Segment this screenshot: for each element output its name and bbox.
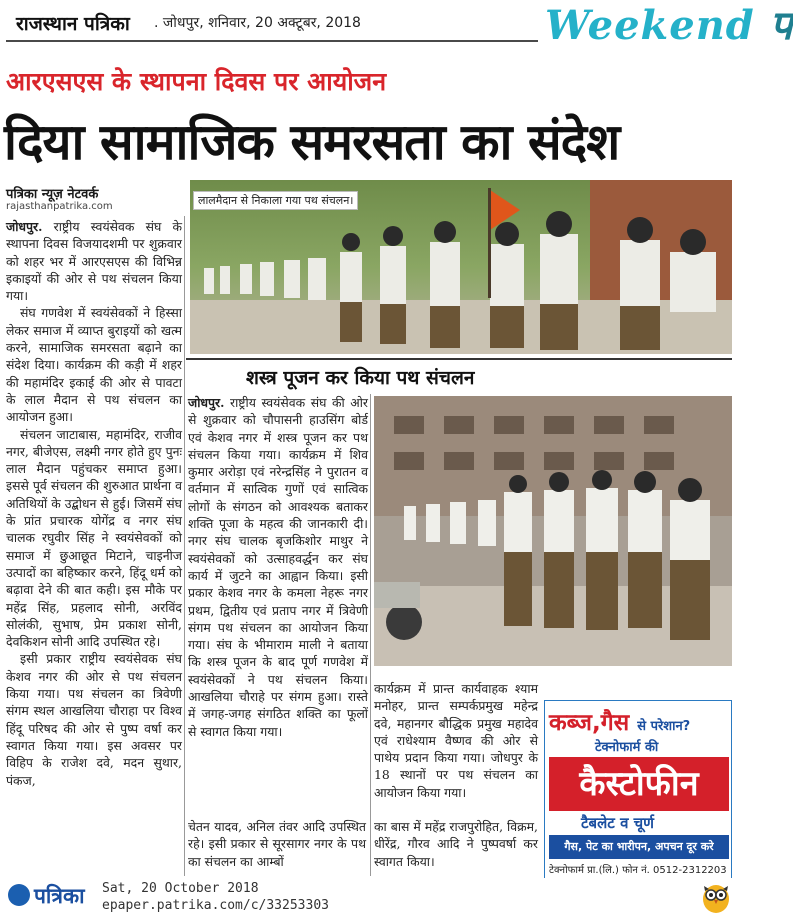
footer-date: Sat, 20 October 2018 [102,881,259,896]
ad-line3: टैबलेट व चूर्ण [581,814,655,832]
patrika-logo-icon [8,884,30,906]
masthead-date: . जोधपुर, शनिवार, 20 अक्टूबर, 2018 [154,15,361,31]
website: rajasthanpatrika.com [6,201,113,212]
column-2-continued [188,818,366,876]
col1-para-4: इसी प्रकार राष्ट्रीय स्वयंसेवक संघ केशव नगर की ओर से पथ संचलन किया गया। पथ संचलन का त्रिवेणी संगम स्थल आखलिया चौराहा पर विश्व हिंदू परिषद की ओर से पुष्प वर्षा कर स्वागत किया गया। इस अवसर पर विहिप के राजेश दवे, मदन सुथार, पंकज, [6,651,182,788]
photo1-caption: लालमैदान से निकाला गया पथ संचलन। [193,191,358,210]
footer-url[interactable]: epaper.patrika.com/c/33253303 [102,898,329,913]
ad-brand: कैस्टोफीन [549,757,729,811]
col1-para-3: संचलन जाटाबास, महामंदिर, राजीव नगर, बीजेएस, लक्ष्मी नगर होते हुए पुनः लाल मैदान पहुंचकर समाप्त हुआ। इससे पूर्व संचलन की शुरुआत प्रार्थना व अतिथियों के उद्बोधन से हुई। जिसमें संघ के प्रांत प्रचारक योगेंद्र व नगर संघ चालक रघुवीर सिंह ने स्वयंसेवकों को समाज में छुआछूत मिटाने, चाइनीज उत्पादों का बहिष्कार करने, हिंदू धर्म को बढ़ावा देने की बात कही। इस मौके पर महेंद्र सिंह, प्रहलाद सोनी, अरविंद सोलंकी, सुभाष, प्रेम प्रकाश सोनी, देवकिशन सोनी आदि उपस्थित रहे। [6,426,182,650]
col2-para: जोधपुर. राष्ट्रीय स्वयंसेवक संघ की ओर से शुक्रवार को चौपासनी हाउसिंग बोर्ड एवं केशव नगर में शस्त्र पूजन कर पथ संचलन किया गया। कार्यक्रम में शिव कुमार अरोड़ा एवं नरेन्द्रसिंह ने पुरातन व वर्तमान में सात्विक गुणों एवं सात्विक लोगों के संगठन को आवश्यक बताकर शक्ति पूजा के महत्व की जानकारी दी। नगर संघ चालक बृजकिशोर माथुर ने स्वयंसेवकों को उत्साहवर्द्धन कर संघ कार्य में जुटने का आह्वान किया। इसी प्रकार केशव नगर के कमला नेहरू नगर प्रथम, द्वितीय एवं प्रताप नगर में त्रिवेणी संगम पथ संचलन का आयोजन किया गया। संघ के भीमाराम माली ने बताया कि शस्त्र पूजन के बाद पूर्ण गणवेश में स्वयंसेवकों ने पथ संचलन किया। आखलिया चौराहे पर संगम हुआ। रास्ते में जगह-जगह संगठित शक्ति का फूलों से स्वागत किया गया। [188,395,368,739]
column-rule [184,216,185,876]
col3-para: कार्यक्रम में प्रान्त कार्यवाहक श्याम मनोहर, प्रान्त सम्पर्कप्रमुख महेन्द्र दवे, महानगर बौद्धिक प्रमुख महादेव एवं राधेश्याम वैष्णव की ओर से पाथेय प्रदान किया गया। जोधपुर के 18 स्थानों पर पथ संचलन का आयोजन किया गया। [374,681,538,800]
col2-continued-para: चेतन यादव, अनिल तंवर आदि उपस्थित रहे। इसी प्रकार से सूरसागर नगर के पथ का संचलन का आम्बों [188,819,366,869]
footer-brand: पत्रिका [34,884,85,908]
column-3-continued [374,818,538,876]
weekend-logo: Weekend प [545,2,793,49]
col1-para-2: संघ गणवेश में स्वयंसेवकों ने हिस्सा लेकर समाज में व्याप्त बुराइयों को खत्म करने, सामाजिक समरसता बढ़ाने का संदेश दिया। कार्यक्रम की कड़ी में शहर की महामंदिर इकाई की ओर से पावटा के लाल मैदान से पथ संचलन का आयोजन हुआ। [6,305,182,425]
col1-para-1: जोधपुर. राष्ट्रीय स्वयंसेवक संघ के स्थापना दिवस विजयादशमी पर शुक्रवार को शहर भर में आरएसएस की विभिन्न इकाइयों की ओर से पथ संचलन किया गया। [6,219,182,304]
column-rule [370,394,371,876]
article-headline: दिया सामाजिक समरसता का संदेश [4,113,620,171]
col3-continued-para: का बास में महेंद्र राजपुरोहित, विक्रम, धीरेंद्र, गौरव आदि ने पुष्पवर्षा कर स्वागत किया। [374,819,538,869]
column-2 [188,394,368,806]
owl-icon[interactable] [700,880,732,914]
ad-line5: टेक्नोफार्म प्रा.(लि.) फोन नं. 0512-2312203 [549,865,727,876]
subhead-box [186,358,732,390]
advertisement[interactable] [544,700,732,880]
photo-shastra-poojan-march [374,396,732,666]
ad-line2: टेक्नोफार्म की [595,740,659,755]
article-kicker: आरएसएस के स्थापना दिवस पर आयोजन [6,67,387,96]
column-1 [6,218,182,818]
ad-line4: गैस, पेट का भारीपन, अपचन दूर करे [549,835,729,859]
masthead-brand: राजस्थान पत्रिका [16,13,130,35]
column-3 [374,680,538,810]
subhead: शस्त्र पूजन कर किया पथ संचलन [246,367,475,389]
byline: पत्रिका न्यूज़ नेटवर्क [6,187,99,202]
ad-line1: कब्ज,गैस से परेशान? [549,710,691,736]
masthead-rule [6,40,538,42]
